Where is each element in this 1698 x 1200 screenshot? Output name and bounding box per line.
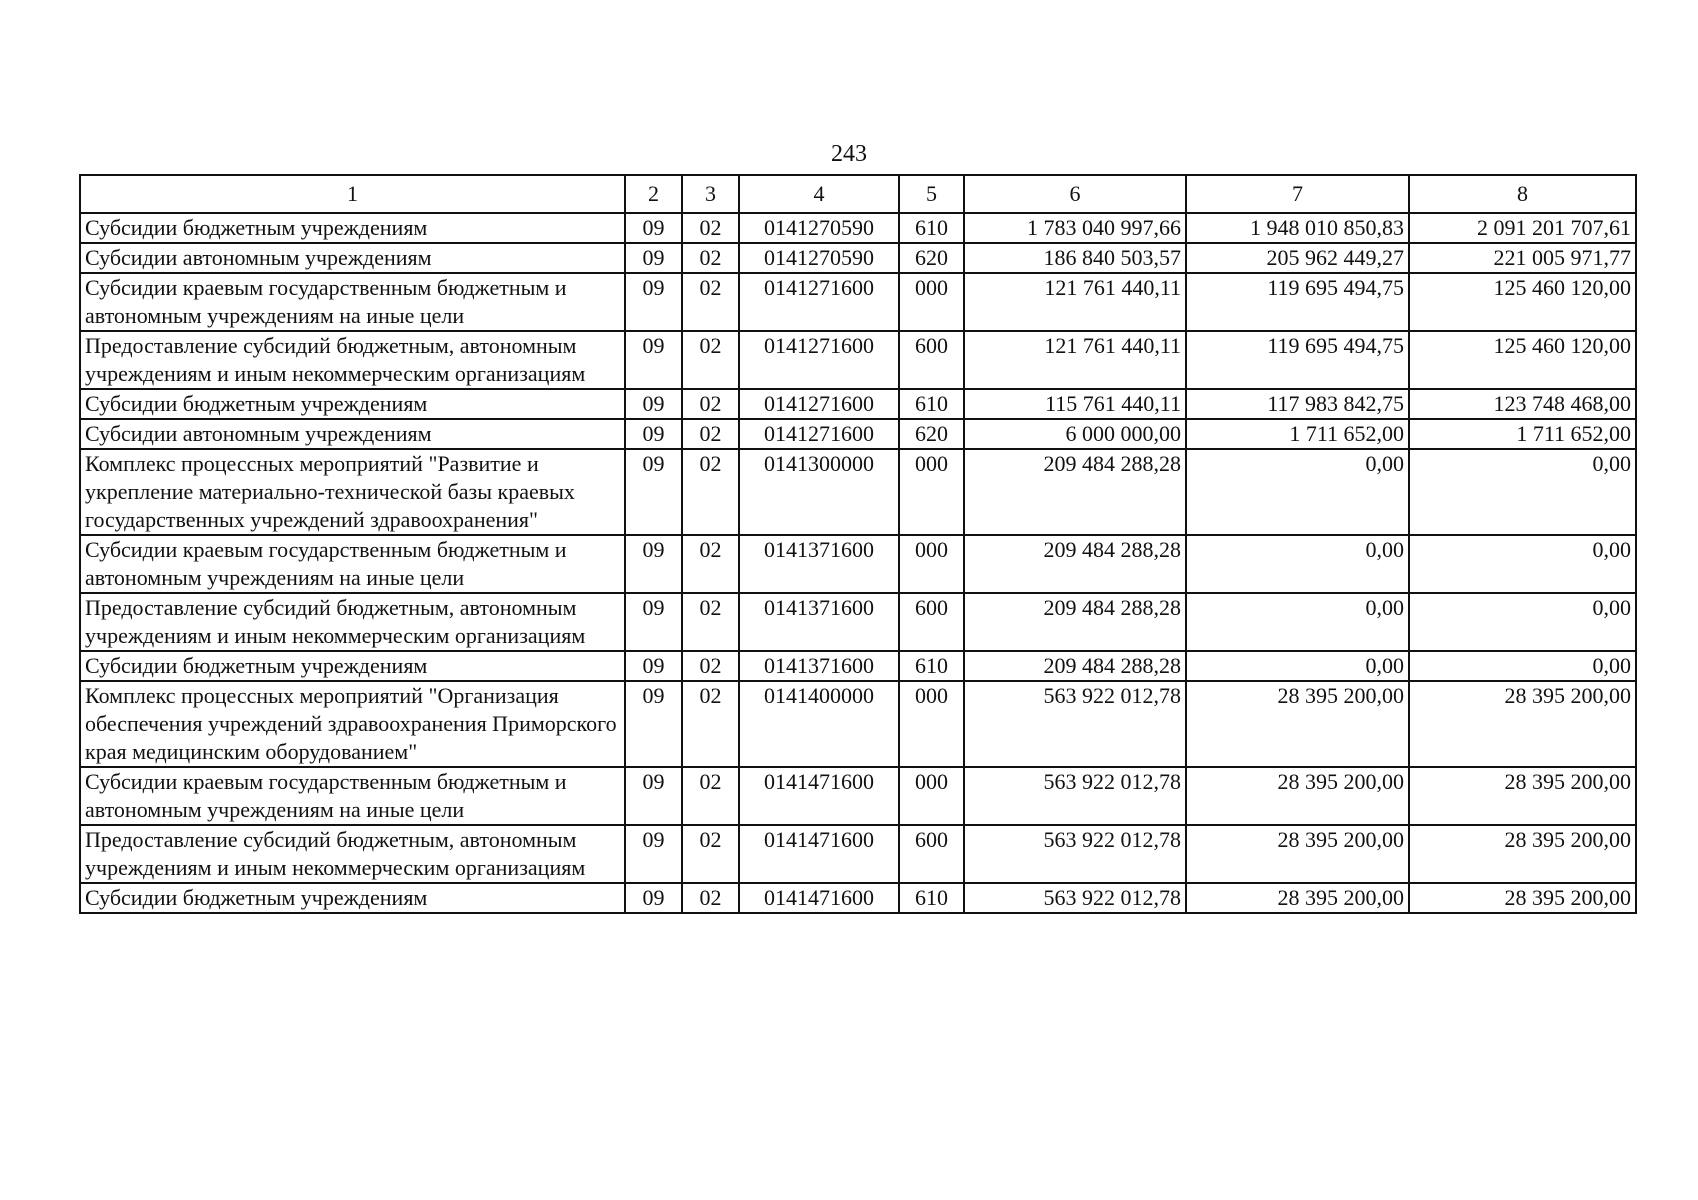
amount-col6-cell: 209 484 288,28 xyxy=(964,449,1186,535)
target-article-cell: 0141471600 xyxy=(739,767,899,825)
amount-col7-cell: 28 395 200,00 xyxy=(1186,883,1409,913)
section-cell: 09 xyxy=(625,273,682,331)
target-article-cell: 0141371600 xyxy=(739,651,899,681)
subsection-cell: 02 xyxy=(682,593,739,651)
target-article-cell: 0141271600 xyxy=(739,389,899,419)
amount-col6-cell: 121 761 440,11 xyxy=(964,331,1186,389)
subsection-cell: 02 xyxy=(682,651,739,681)
amount-col8-cell: 125 460 120,00 xyxy=(1409,331,1636,389)
table-row xyxy=(80,273,1636,331)
section-cell: 09 xyxy=(625,331,682,389)
subsection-cell: 02 xyxy=(682,681,739,767)
amount-col6-cell: 563 922 012,78 xyxy=(964,825,1186,883)
target-article-cell: 0141371600 xyxy=(739,535,899,593)
section-cell: 09 xyxy=(625,681,682,767)
amount-col7-cell: 1 711 652,00 xyxy=(1186,419,1409,449)
table-row xyxy=(80,651,1636,681)
table-header xyxy=(80,175,1636,213)
row-name-cell: Предоставление субсидий бюджетным, автономным учреждениям и иным некоммерческим организациям xyxy=(80,825,625,883)
amount-col8-cell: 28 395 200,00 xyxy=(1409,825,1636,883)
subsection-cell: 02 xyxy=(682,419,739,449)
table-row xyxy=(80,767,1636,825)
row-name-cell: Комплекс процессных мероприятий "Развитие и укрепление материально-технической базы краевых государственных учреждений здравоохранения" xyxy=(80,449,625,535)
header-row xyxy=(80,175,1636,213)
amount-col6-cell: 563 922 012,78 xyxy=(964,767,1186,825)
target-article-cell: 0141270590 xyxy=(739,213,899,243)
amount-col8-cell: 221 005 971,77 xyxy=(1409,243,1636,273)
amount-col8-cell: 28 395 200,00 xyxy=(1409,767,1636,825)
table-row xyxy=(80,535,1636,593)
amount-col6-cell: 209 484 288,28 xyxy=(964,535,1186,593)
row-name-cell: Субсидии бюджетным учреждениям xyxy=(80,883,625,913)
section-cell: 09 xyxy=(625,213,682,243)
table-row xyxy=(80,389,1636,419)
amount-col7-cell: 28 395 200,00 xyxy=(1186,825,1409,883)
amount-col8-cell: 0,00 xyxy=(1409,449,1636,535)
amount-col6-cell: 209 484 288,28 xyxy=(964,593,1186,651)
amount-col6-cell: 186 840 503,57 xyxy=(964,243,1186,273)
amount-col6-cell: 6 000 000,00 xyxy=(964,419,1186,449)
expense-type-cell: 000 xyxy=(899,535,964,593)
row-name-cell: Субсидии бюджетным учреждениям xyxy=(80,389,625,419)
expense-type-cell: 620 xyxy=(899,419,964,449)
expense-type-cell: 610 xyxy=(899,213,964,243)
amount-col6-cell: 121 761 440,11 xyxy=(964,273,1186,331)
row-name-cell: Субсидии автономным учреждениям xyxy=(80,419,625,449)
amount-col7-cell: 117 983 842,75 xyxy=(1186,389,1409,419)
expense-type-cell: 610 xyxy=(899,883,964,913)
column-header-6: 6 xyxy=(964,175,1186,213)
subsection-cell: 02 xyxy=(682,389,739,419)
section-cell: 09 xyxy=(625,419,682,449)
amount-col8-cell: 123 748 468,00 xyxy=(1409,389,1636,419)
section-cell: 09 xyxy=(625,767,682,825)
expense-type-cell: 000 xyxy=(899,767,964,825)
table-row xyxy=(80,213,1636,243)
amount-col6-cell: 563 922 012,78 xyxy=(964,681,1186,767)
column-header-5: 5 xyxy=(899,175,964,213)
subsection-cell: 02 xyxy=(682,883,739,913)
amount-col8-cell: 0,00 xyxy=(1409,593,1636,651)
row-name-cell: Субсидии бюджетным учреждениям xyxy=(80,651,625,681)
section-cell: 09 xyxy=(625,825,682,883)
row-name-cell: Предоставление субсидий бюджетным, автономным учреждениям и иным некоммерческим организациям xyxy=(80,593,625,651)
amount-col7-cell: 205 962 449,27 xyxy=(1186,243,1409,273)
amount-col7-cell: 1 948 010 850,83 xyxy=(1186,213,1409,243)
row-name-cell: Предоставление субсидий бюджетным, автономным учреждениям и иным некоммерческим организациям xyxy=(80,331,625,389)
target-article-cell: 0141271600 xyxy=(739,273,899,331)
amount-col7-cell: 0,00 xyxy=(1186,593,1409,651)
target-article-cell: 0141400000 xyxy=(739,681,899,767)
table-row xyxy=(80,593,1636,651)
table-row xyxy=(80,825,1636,883)
amount-col8-cell: 1 711 652,00 xyxy=(1409,419,1636,449)
table-body xyxy=(80,213,1636,913)
column-header-8: 8 xyxy=(1409,175,1636,213)
expense-type-cell: 600 xyxy=(899,331,964,389)
amount-col8-cell: 0,00 xyxy=(1409,651,1636,681)
subsection-cell: 02 xyxy=(682,213,739,243)
subsection-cell: 02 xyxy=(682,243,739,273)
subsection-cell: 02 xyxy=(682,449,739,535)
target-article-cell: 0141471600 xyxy=(739,883,899,913)
section-cell: 09 xyxy=(625,535,682,593)
budget-table xyxy=(79,174,1637,914)
section-cell: 09 xyxy=(625,243,682,273)
amount-col8-cell: 28 395 200,00 xyxy=(1409,883,1636,913)
target-article-cell: 0141300000 xyxy=(739,449,899,535)
amount-col7-cell: 119 695 494,75 xyxy=(1186,273,1409,331)
column-header-2: 2 xyxy=(625,175,682,213)
section-cell: 09 xyxy=(625,593,682,651)
amount-col8-cell: 125 460 120,00 xyxy=(1409,273,1636,331)
amount-col8-cell: 0,00 xyxy=(1409,535,1636,593)
amount-col7-cell: 28 395 200,00 xyxy=(1186,681,1409,767)
row-name-cell: Субсидии краевым государственным бюджетным и автономным учреждениям на иные цели xyxy=(80,273,625,331)
section-cell: 09 xyxy=(625,651,682,681)
amount-col6-cell: 1 783 040 997,66 xyxy=(964,213,1186,243)
amount-col7-cell: 0,00 xyxy=(1186,449,1409,535)
target-article-cell: 0141270590 xyxy=(739,243,899,273)
subsection-cell: 02 xyxy=(682,273,739,331)
expense-type-cell: 600 xyxy=(899,593,964,651)
expense-type-cell: 610 xyxy=(899,651,964,681)
amount-col6-cell: 563 922 012,78 xyxy=(964,883,1186,913)
amount-col8-cell: 28 395 200,00 xyxy=(1409,681,1636,767)
target-article-cell: 0141371600 xyxy=(739,593,899,651)
table-row xyxy=(80,681,1636,767)
amount-col7-cell: 119 695 494,75 xyxy=(1186,331,1409,389)
amount-col6-cell: 115 761 440,11 xyxy=(964,389,1186,419)
column-header-4: 4 xyxy=(739,175,899,213)
amount-col7-cell: 0,00 xyxy=(1186,651,1409,681)
expense-type-cell: 000 xyxy=(899,449,964,535)
amount-col7-cell: 28 395 200,00 xyxy=(1186,767,1409,825)
column-header-7: 7 xyxy=(1186,175,1409,213)
subsection-cell: 02 xyxy=(682,825,739,883)
section-cell: 09 xyxy=(625,449,682,535)
table-row xyxy=(80,243,1636,273)
subsection-cell: 02 xyxy=(682,767,739,825)
row-name-cell: Субсидии краевым государственным бюджетным и автономным учреждениям на иные цели xyxy=(80,535,625,593)
section-cell: 09 xyxy=(625,883,682,913)
row-name-cell: Субсидии краевым государственным бюджетным и автономным учреждениям на иные цели xyxy=(80,767,625,825)
expense-type-cell: 620 xyxy=(899,243,964,273)
column-header-1: 1 xyxy=(80,175,625,213)
table-row xyxy=(80,331,1636,389)
amount-col7-cell: 0,00 xyxy=(1186,535,1409,593)
target-article-cell: 0141271600 xyxy=(739,419,899,449)
expense-type-cell: 000 xyxy=(899,681,964,767)
target-article-cell: 0141471600 xyxy=(739,825,899,883)
amount-col6-cell: 209 484 288,28 xyxy=(964,651,1186,681)
table-row xyxy=(80,419,1636,449)
expense-type-cell: 610 xyxy=(899,389,964,419)
page-number: 243 xyxy=(831,141,867,167)
row-name-cell: Субсидии автономным учреждениям xyxy=(80,243,625,273)
target-article-cell: 0141271600 xyxy=(739,331,899,389)
table-row xyxy=(80,449,1636,535)
row-name-cell: Субсидии бюджетным учреждениям xyxy=(80,213,625,243)
expense-type-cell: 600 xyxy=(899,825,964,883)
table-row xyxy=(80,883,1636,913)
subsection-cell: 02 xyxy=(682,535,739,593)
row-name-cell: Комплекс процессных мероприятий "Организация обеспечения учреждений здравоохранения Приморского края медицинским оборудованием" xyxy=(80,681,625,767)
section-cell: 09 xyxy=(625,389,682,419)
column-header-3: 3 xyxy=(682,175,739,213)
expense-type-cell: 000 xyxy=(899,273,964,331)
subsection-cell: 02 xyxy=(682,331,739,389)
amount-col8-cell: 2 091 201 707,61 xyxy=(1409,213,1636,243)
